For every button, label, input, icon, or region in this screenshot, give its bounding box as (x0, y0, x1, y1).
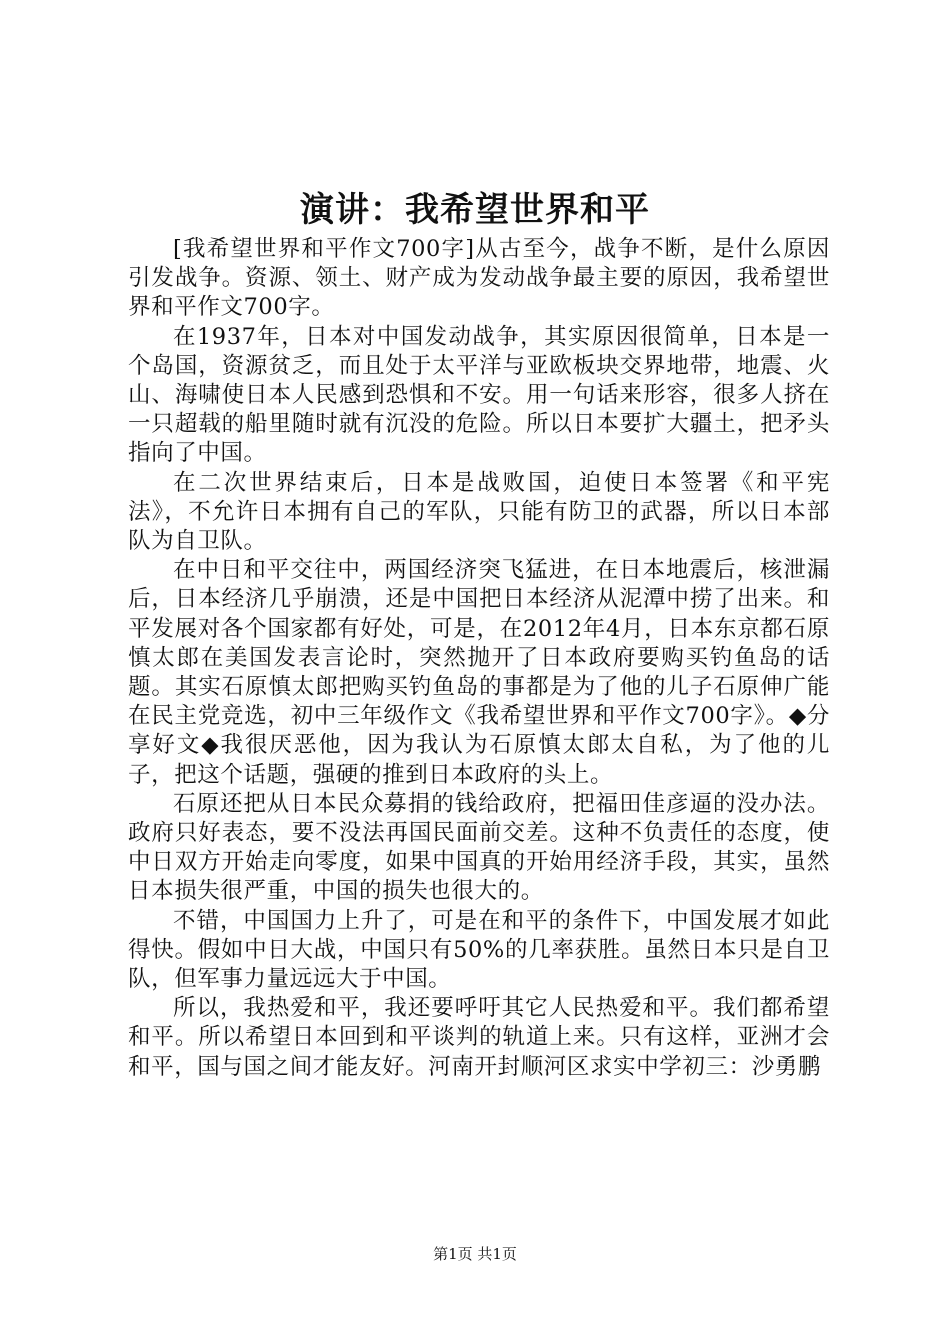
paragraph: 在二次世界结束后，日本是战败国，迫使日本签署《和平宪法》，不允许日本拥有自己的军队，只能有防卫的武器，所以日本部队为自卫队。 (128, 469, 830, 555)
page-number-footer: 第1页 共1页 (433, 1245, 517, 1263)
paragraph: 石原还把从日本民众募捐的钱给政府，把福田佳彦逼的没办法。政府只好表态，要不没法再国民面前交差。这种不负责任的态度，使中日双方开始走向零度，如果中国真的开始用经济手段，其实，虽然日本损失很严重，中国的损失也很大的。 (128, 790, 830, 905)
paragraph: 所以，我热爱和平，我还要呼吁其它人民热爱和平。我们都希望和平。所以希望日本回到和平谈判的轨道上来。只有这样，亚洲才会和平，国与国之间才能友好。河南开封顺河区求实中学初三：沙勇鹏 (128, 995, 830, 1080)
paragraph: 在中日和平交往中，两国经济突飞猛进，在日本地震后，核泄漏后，日本经济几乎崩溃，还是中国把日本经济从泥潭中捞了出来。和平发展对各个国家都有好处，可是，在2012年4月，日本东京都石原慎太郎在美国发表言论时，突然抛开了日本政府要购买钓鱼岛的话题。其实石原慎太郎把购买钓鱼岛的事都是为了他的儿子石原伸广能在民主党竞选，初中三年级作文《我希望世界和平作文700字》。◆分享好文◆我很厌恶他，因为我认为石原慎太郎太自私，为了他的儿子，把这个话题，强硬的推到日本政府的头上。 (128, 557, 830, 788)
paragraph: 在1937年，日本对中国发动战争，其实原因很简单，日本是一个岛国，资源贫乏，而且处于太平洋与亚欧板块交界地带，地震、火山、海啸使日本人民感到恐惧和不安。用一句话来形容，很多人挤在一只超载的船里随时就有沉没的危险。所以日本要扩大疆土，把矛头指向了中国。 (128, 323, 830, 467)
document-body (128, 235, 830, 1082)
paragraph: 不错，中国国力上升了，可是在和平的条件下，中国发展才如此得快。假如中日大战，中国只有50%的几率获胜。虽然日本只是自卫队，但军事力量远远大于中国。 (128, 907, 830, 993)
paragraph: [我希望世界和平作文700字]从古至今，战争不断，是什么原因引发战争。资源、领土、财产成为发动战争最主要的原因，我希望世界和平作文700字。 (128, 236, 830, 321)
document-title: 演讲：我希望世界和平 (300, 190, 650, 230)
